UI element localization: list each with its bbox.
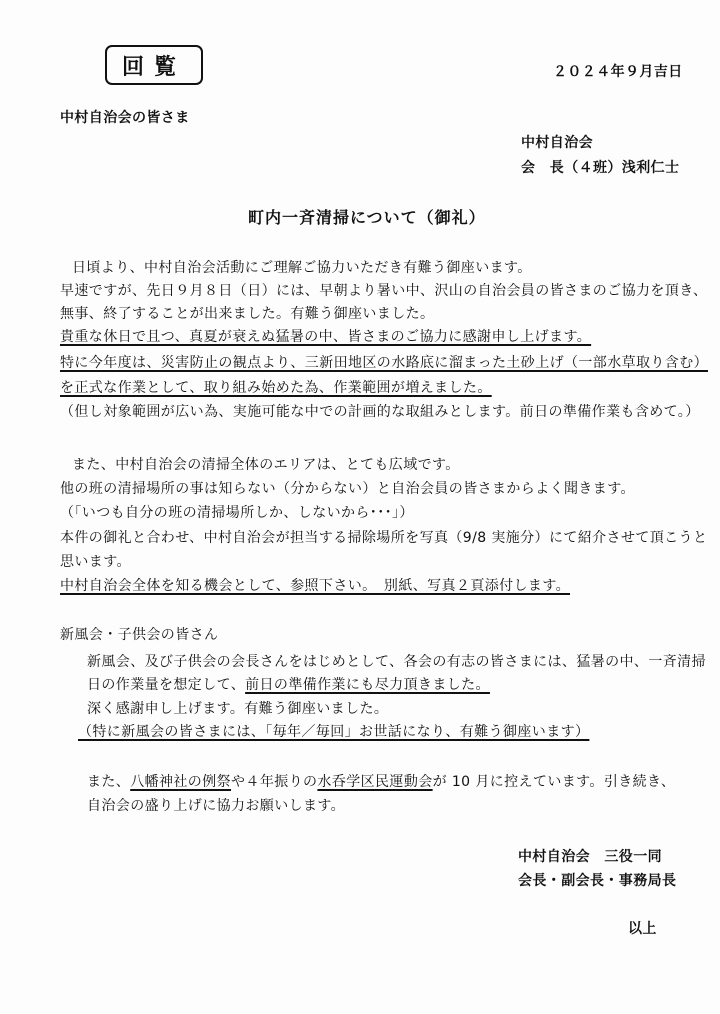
sender-president: 会 長（４班）浅利仁士 bbox=[521, 160, 680, 176]
text-run: また、 bbox=[87, 774, 131, 790]
paragraph-line: 思います。 bbox=[60, 554, 131, 570]
circulation-label-box bbox=[105, 45, 203, 85]
underlined-line: 貴重な休日で且つ、真夏が衰えぬ猛暑の中、皆さまのご協力に感謝申し上げます。 bbox=[60, 329, 592, 345]
underlined-text: 水呑学区民運動会 bbox=[317, 774, 433, 790]
addressee: 中村自治会の皆さま bbox=[60, 110, 190, 126]
document-title: 町内一斉清掃について（御礼） bbox=[248, 208, 486, 227]
paragraph-line: 深く感謝申し上げます。有難う御座いました。 bbox=[87, 701, 389, 717]
paragraph-line: 本件の御礼と合わせ、中村自治会が担当する掃除場所を写真（9/8 実施分）にて紹介させて頂こうと bbox=[60, 530, 708, 546]
circulation-label: 回覧 bbox=[121, 54, 186, 80]
underlined-line: 中村自治会全体を知る機会として、参照下さい。 別紙、写真２頁添付します。 bbox=[60, 578, 570, 594]
paragraph-line: 無事、終了することが出来ました。有難う御座いました。 bbox=[60, 306, 435, 322]
signature-roles: 会長・副会長・事務局長 bbox=[518, 873, 677, 889]
paragraph-line: 他の班の清掃場所の事は知らない（分からない）と自治会員の皆さまからよく聞きます。 bbox=[60, 481, 635, 497]
underlined-text: 前日の準備作業にも尽力頂きました。 bbox=[245, 677, 490, 693]
paragraph-line: 早速ですが、先日９月８日（日）には、早朝より暑い中、沢山の自治会員の皆さまのご協力を頂き、 bbox=[60, 283, 708, 299]
underlined-line: を正式な作業として、取り組み始めた為、作業範囲が増えました。 bbox=[60, 380, 492, 396]
text-run: が 10 月に控えています。引き続き、 bbox=[432, 774, 676, 790]
paragraph-line: 日頃より、中村自治会活動にご理解ご協力いただき有難う御座います。 bbox=[72, 260, 532, 276]
section-heading: 新風会・子供会の皆さん bbox=[60, 627, 219, 643]
paragraph-line bbox=[87, 774, 675, 790]
closing-mark: 以上 bbox=[628, 921, 657, 937]
text-run: や４年振りの bbox=[231, 774, 318, 790]
underlined-text: 八幡神社の例祭 bbox=[130, 774, 232, 790]
underlined-line: 特に今年度は、災害防止の観点より、三新田地区の水路底に溜まった土砂上げ（一部水草取り含む） bbox=[60, 355, 708, 371]
paragraph-line bbox=[87, 677, 490, 693]
text-run: 日の作業量を想定して、 bbox=[87, 677, 246, 693]
paragraph-line: （「いつも自分の班の清掃場所しか、しないから･･･」） bbox=[60, 505, 414, 521]
paragraph-line: 自治会の盛り上げに協力お願いします。 bbox=[87, 798, 346, 814]
paragraph-line: （但し対象範囲が広い為、実施可能な中での計画的な取組みとします。前日の準備作業も含めて。） bbox=[60, 404, 700, 420]
signature-group: 中村自治会 三役一同 bbox=[518, 849, 662, 865]
underlined-line: （特に新風会の皆さまには、「毎年／毎回」お世話になり、有難う御座います） bbox=[78, 724, 590, 740]
sender-org: 中村自治会 bbox=[521, 135, 593, 151]
paragraph-line: また、中村自治会の清掃全体のエリアは、とても広域です。 bbox=[72, 457, 460, 473]
paragraph-line: 新風会、及び子供会の会長さんをはじめとして、各会の有志の皆さまには、猛暑の中、一斉清掃 bbox=[87, 654, 706, 670]
document-date: ２０２４年９月吉日 bbox=[553, 64, 683, 80]
